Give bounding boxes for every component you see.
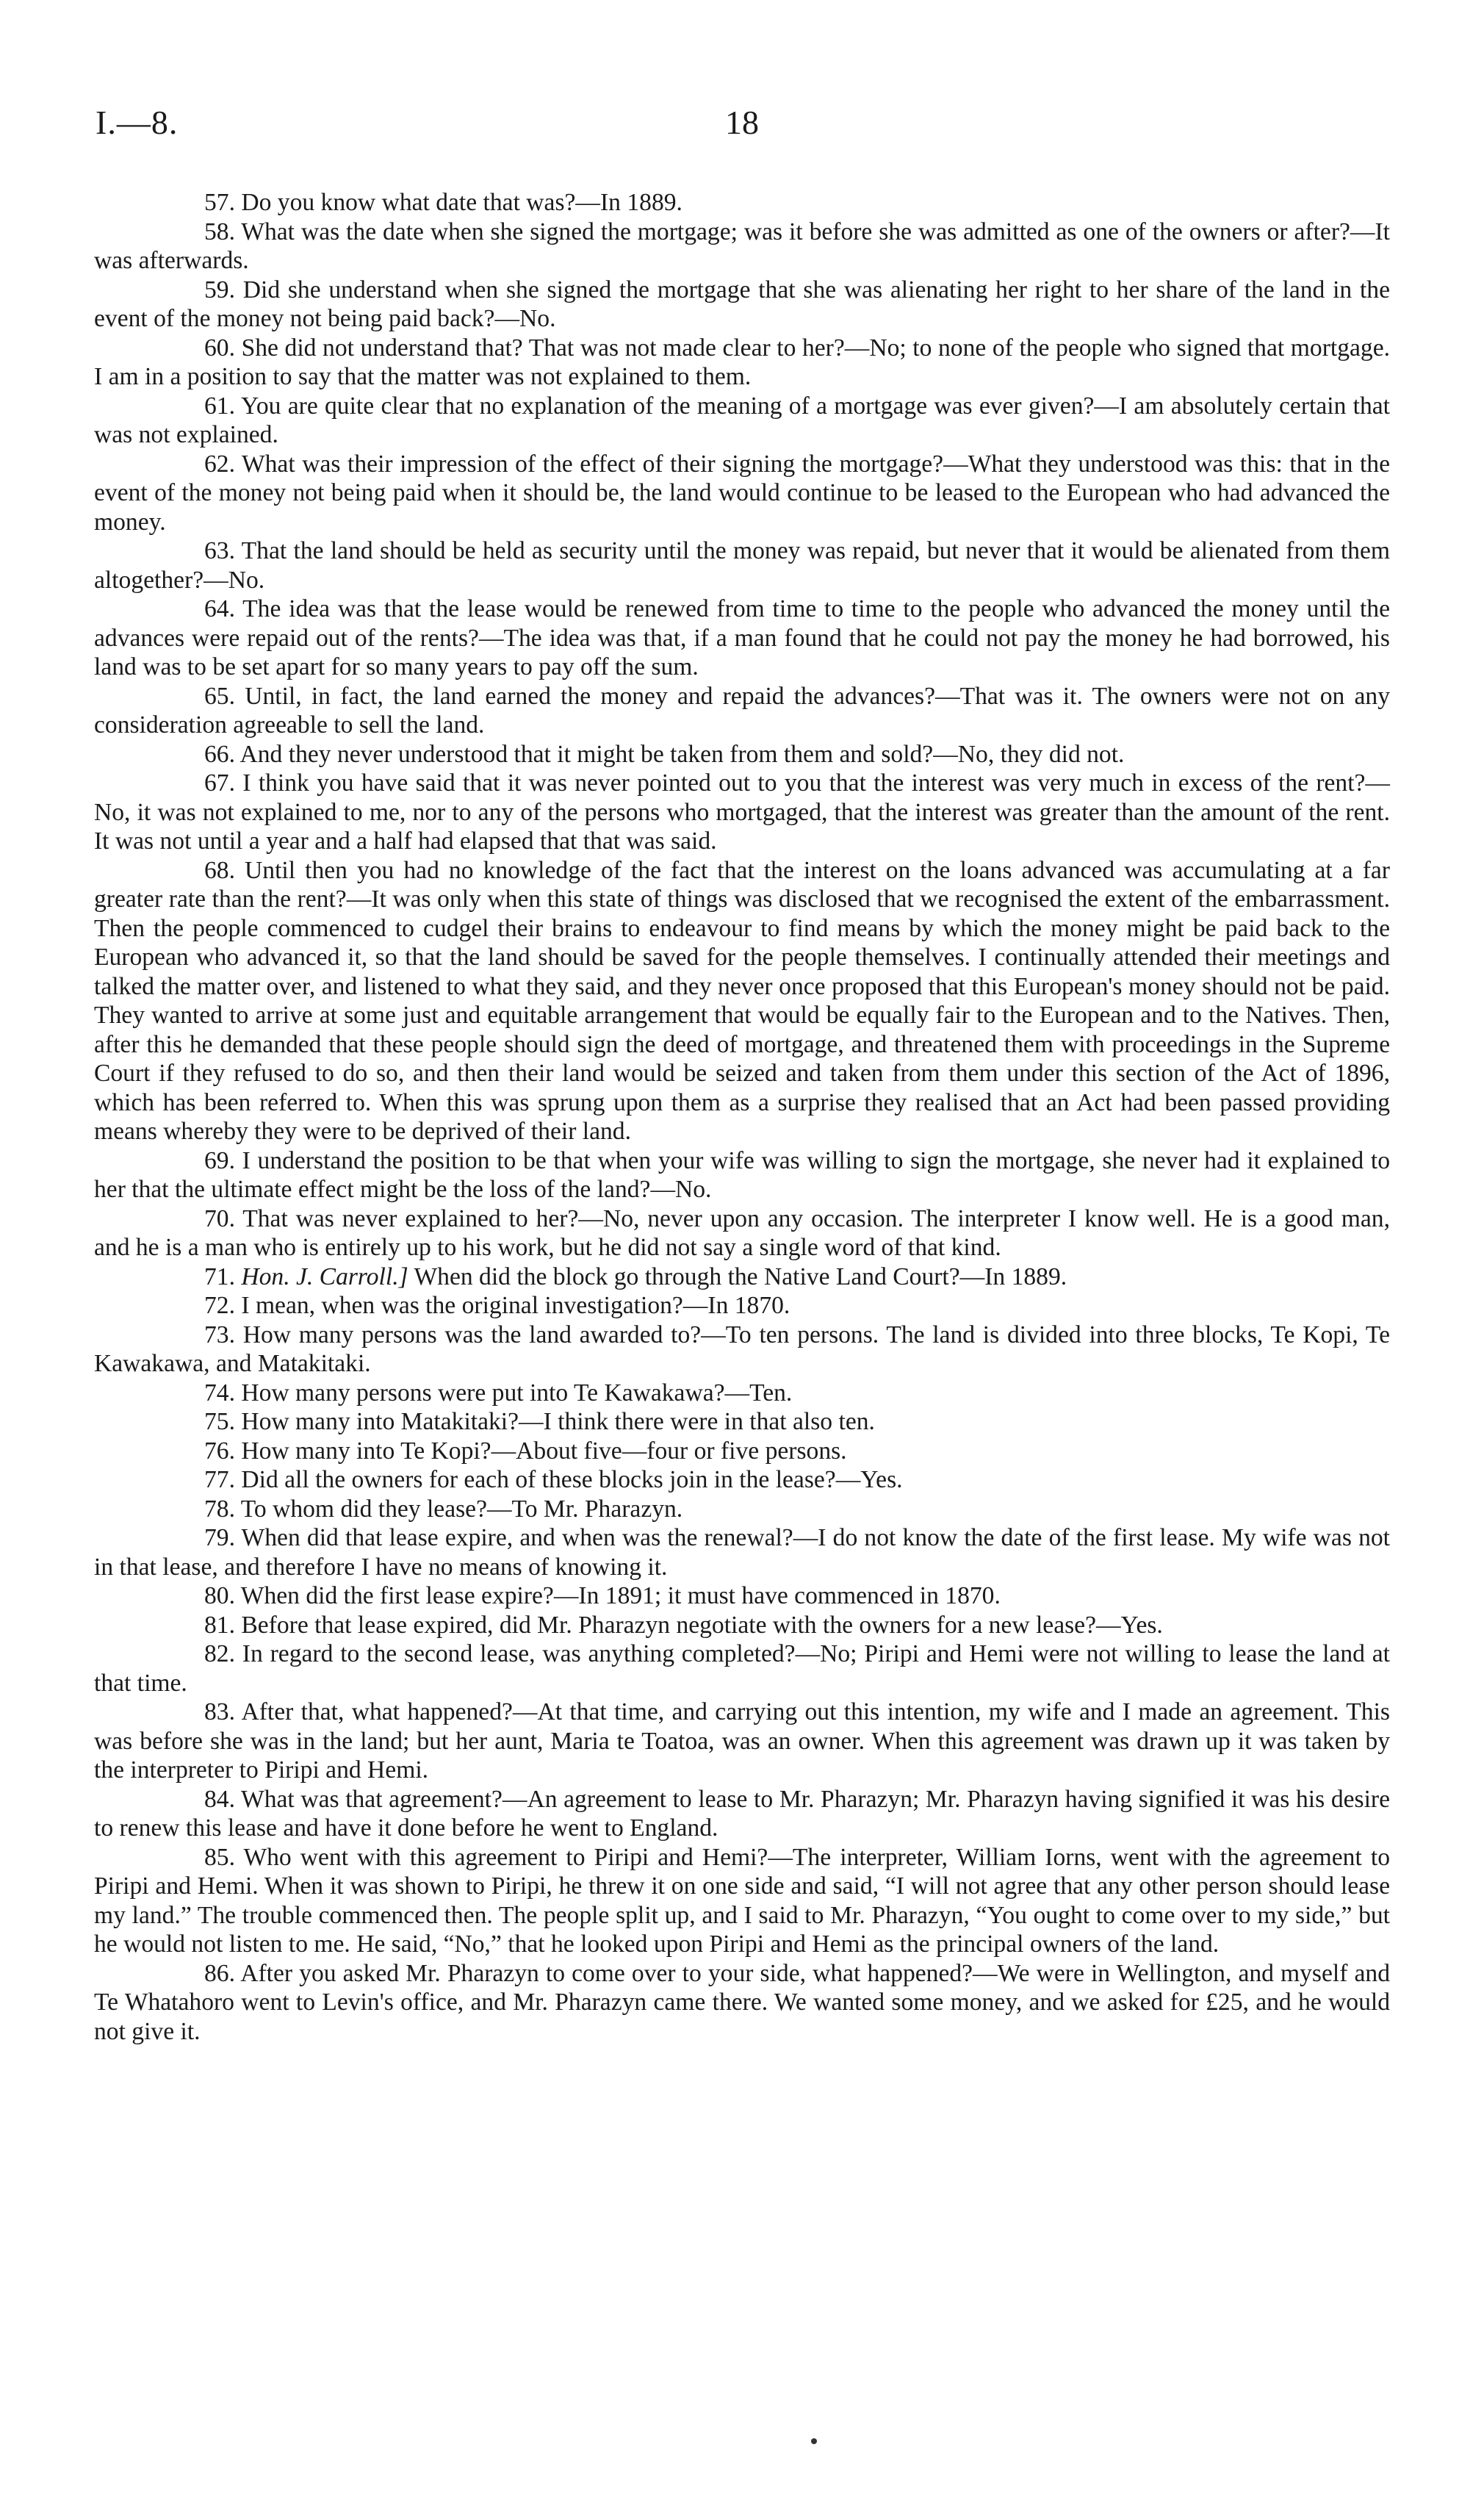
paragraph-81: 81. Before that lease expired, did Mr. Pharazyn negotiate with the owners for a new lease?—Yes. <box>204 1611 1163 1639</box>
paragraph-64: 64. The idea was that the lease would be renewed from time to time to the people who advanced the money until the advances were repaid out of the rents?—The idea was that, if a man found that he could not pay the money he had borrowed, his land was to be set apart for so many years to pay off the sum. <box>94 595 1390 680</box>
paragraph-86: 86. After you asked Mr. Pharazyn to come over to your side, what happened?—We were in Wellington, and myself and Te Whatahoro went to Levin's office, and Mr. Pharazyn came there. We wanted some money, and we asked for £25, and he would not give it. <box>94 1959 1390 2045</box>
paragraph-79: 79. When did that lease expire, and when was the renewal?—I do not know the date of the first lease. My wife was not in that lease, and therefore I have no means of knowing it. <box>94 1524 1390 1581</box>
paragraph-63: 63. That the land should be held as security until the money was repaid, but never that it would be alienated from them altogether?—No. <box>94 537 1390 594</box>
page-number: 18 <box>725 104 759 141</box>
paragraph-60: 60. She did not understand that? That was not made clear to her?—No; to none of the people who signed that mortgage. I am in a position to say that the matter was not explained to them. <box>94 334 1390 390</box>
paragraph-72: 72. I mean, when was the original investigation?—In 1870. <box>204 1292 790 1319</box>
speaker-name: Hon. J. Carroll.] <box>241 1262 408 1290</box>
paragraph-59: 59. Did she understand when she signed the mortgage that she was alienating her right to her share of the land in the event of the money not being paid back?—No. <box>94 276 1390 332</box>
paragraph-76: 76. How many into Te Kopi?—About five—four or five persons. <box>204 1437 847 1465</box>
paragraph-65: 65. Until, in fact, the land earned the money and repaid the advances?—That was it. The owners were not on any consideration agreeable to sell the land. <box>94 682 1390 739</box>
paragraph-number: 71. <box>204 1262 242 1290</box>
paragraph-84: 84. What was that agreement?—An agreement to lease to Mr. Pharazyn; Mr. Pharazyn having signified it was his desire to renew this lease and have it done before he went to England. <box>94 1785 1390 1842</box>
evidence-text <box>94 188 1390 2046</box>
paragraph-74: 74. How many persons were put into Te Kawakawa?—Ten. <box>204 1379 793 1407</box>
paragraph-71 <box>94 1262 1390 1292</box>
paragraph-61: 61. You are quite clear that no explanation of the meaning of a mortgage was ever given?—I am absolutely certain that was not explained. <box>94 392 1390 448</box>
paragraph-75: 75. How many into Matakitaki?—I think there were in that also ten. <box>204 1408 875 1435</box>
page-header <box>96 103 1388 169</box>
paragraph-73: 73. How many persons was the land awarded to?—To ten persons. The land is divided into three blocks, Te Kopi, Te Kawakawa, and Matakitaki. <box>94 1321 1390 1377</box>
footer-dot <box>811 2438 817 2444</box>
paragraph-68: 68. Until then you had no knowledge of the fact that the interest on the loans advanced was accumulating at a far greater rate than the rent?—It was only when this state of things was disclosed that we recognised the extent of the embarrassment. Then the people commenced to cudgel their brains to endeavour to find means by which the money might be paid back to the European who advanced it, so that the land should be saved for the people themselves. I continually attended their meetings and talked the matter over, and listened to what they said, and they never once proposed that this European's money should not be paid. They wanted to arrive at some just and equitable arrangement that would be equally fair to the European and to the Natives. Then, after this he demanded that these people should sign the deed of mortgage, and threatened them with proceedings in the Supreme Court if they refused to do so, and then their land would be seized and taken from them under this section of the Act of 1896, which has been referred to. When this was sprung upon them as a surprise they realised that an Act had been passed providing means whereby they were to be deprived of their land. <box>94 856 1390 1145</box>
paragraph-83: 83. After that, what happened?—At that time, and carrying out this intention, my wife and I made an agreement. This was before she was in the land; but her aunt, Maria te Toatoa, was an owner. When this agreement was drawn up it was taken by the interpreter to Piripi and Hemi. <box>94 1698 1390 1784</box>
paragraph-70: 70. That was never explained to her?—No, never upon any occasion. The interpreter I know well. He is a good man, and he is a man who is entirely up to his work, but he did not say a single word of that kind. <box>94 1204 1390 1261</box>
paragraph-69: 69. I understand the position to be that when your wife was willing to sign the mortgage, she never had it explained to her that the ultimate effect might be the loss of the land?—No. <box>94 1146 1390 1203</box>
paragraph-85: 85. Who went with this agreement to Piripi and Hemi?—The interpreter, William Iorns, went with the agreement to Piripi and Hemi. When it was shown to Piripi, he threw it on one side and said, “I will not agree that any other person should lease my land.” The trouble commenced then. The people split up, and I said to Mr. Pharazyn, “You ought to come over to my side,” but he would not listen to me. He said, “No,” that he looked upon Piripi and Hemi as the principal owners of the land. <box>94 1843 1390 1958</box>
paragraph-body: When did the block go through the Native Land Court?—In 1889. <box>408 1262 1067 1290</box>
document-reference: I.—8. <box>96 104 179 141</box>
paragraph-66: 66. And they never understood that it might be taken from them and sold?—No, they did not. <box>204 740 1125 768</box>
paragraph-77: 77. Did all the owners for each of these blocks join in the lease?—Yes. <box>204 1466 903 1493</box>
paragraph-57: 57. Do you know what date that was?—In 1889. <box>204 189 682 216</box>
paragraph-62: 62. What was their impression of the effect of their signing the mortgage?—What they understood was this: that in the event of the money not being paid when it should be, the land would continue to be leased to the European who had advanced the money. <box>94 450 1390 536</box>
paragraph-58: 58. What was the date when she signed the mortgage; was it before she was admitted as one of the owners or after?—It was afterwards. <box>94 218 1390 274</box>
paragraph-80: 80. When did the first lease expire?—In 1891; it must have commenced in 1870. <box>204 1582 1001 1609</box>
paragraph-78: 78. To whom did they lease?—To Mr. Pharazyn. <box>204 1495 683 1523</box>
paragraph-67: 67. I think you have said that it was never pointed out to you that the interest was very much in excess of the rent?—No, it was not explained to me, nor to any of the persons who mortgaged, that the interest was greater than the amount of the rent. It was not until a year and a half had elapsed that that was said. <box>94 769 1390 855</box>
paragraph-82: 82. In regard to the second lease, was anything completed?—No; Piripi and Hemi were not willing to lease the land at that time. <box>94 1640 1390 1697</box>
